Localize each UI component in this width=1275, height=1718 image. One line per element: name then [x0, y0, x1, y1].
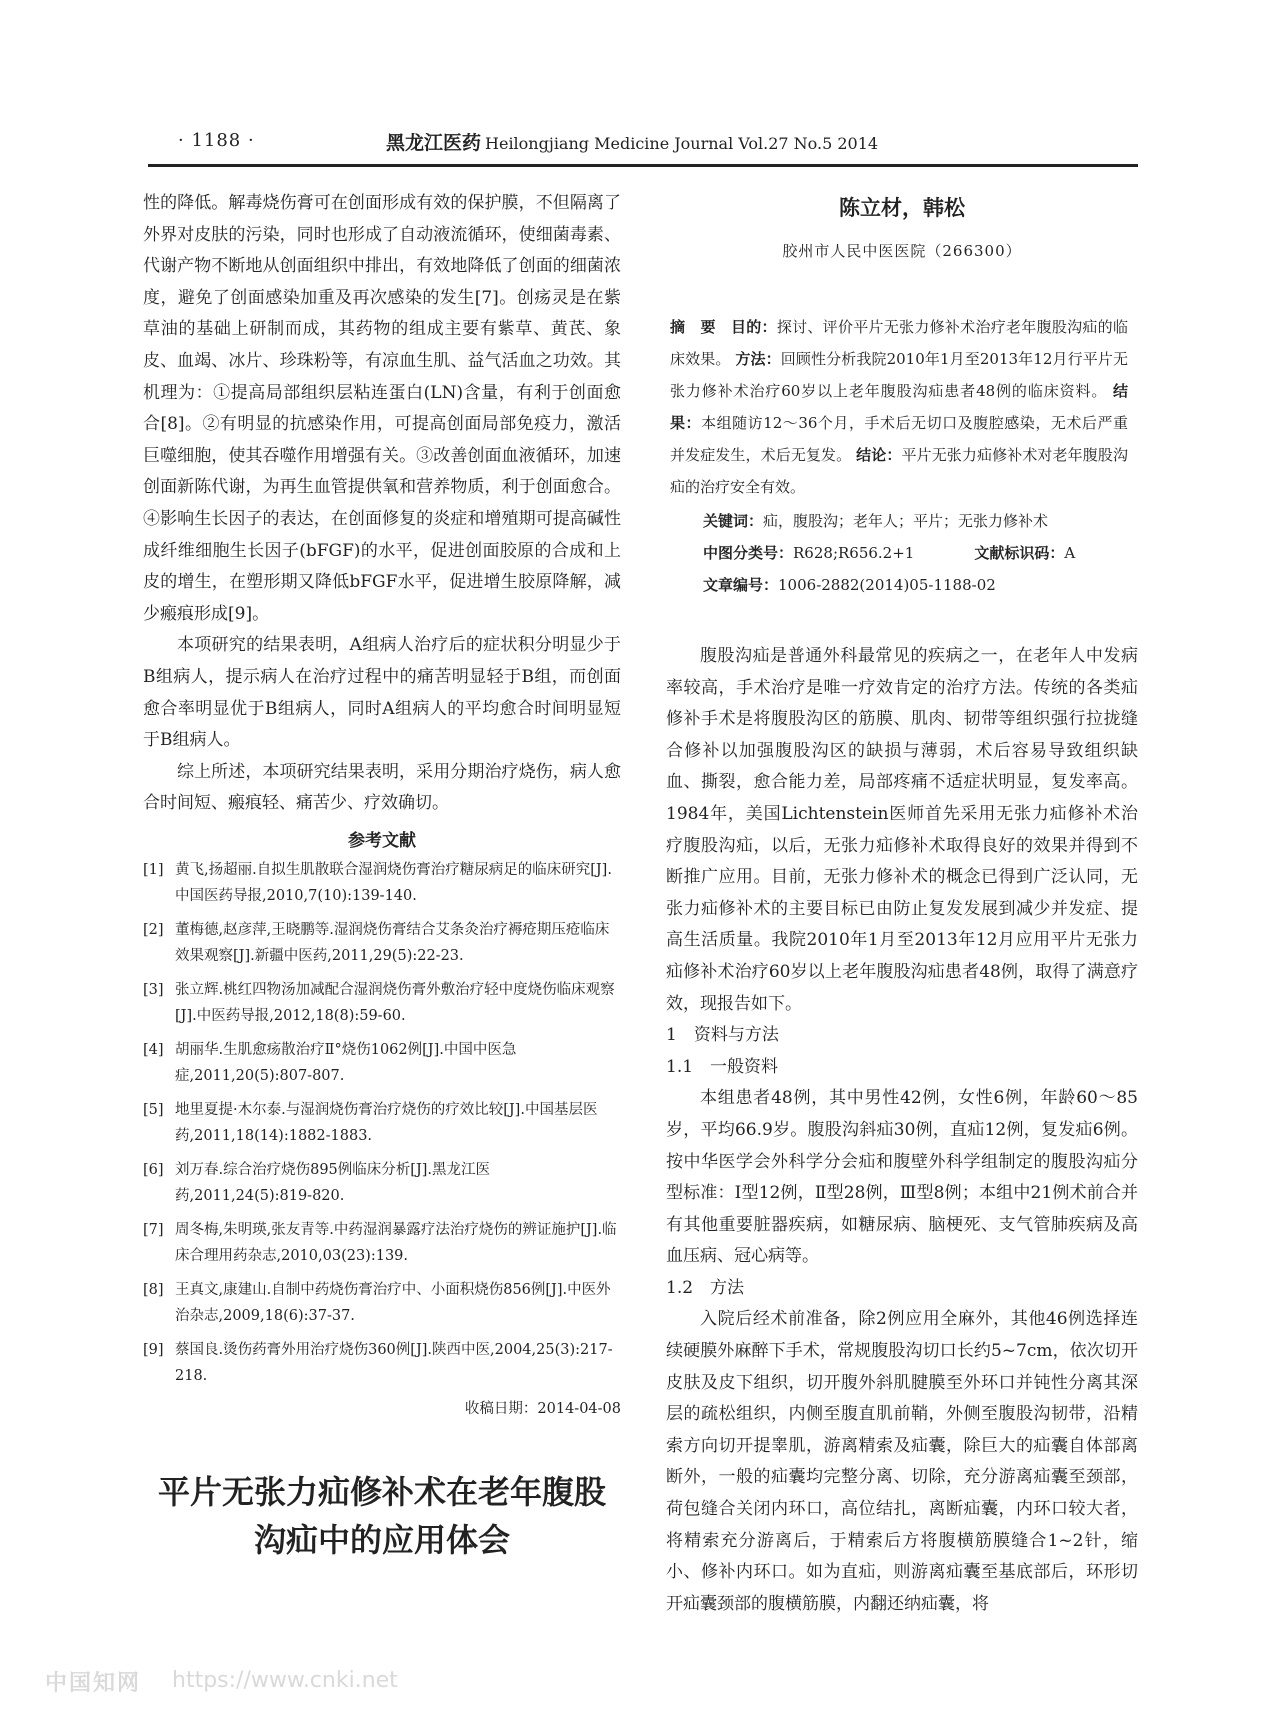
- reference-item: [143, 1277, 621, 1329]
- paragraph: 综上所述，本项研究结果表明，采用分期治疗烧伤，病人愈合时间短、瘢痕轻、痛苦少、疗效确切。: [143, 761, 621, 814]
- conclusion-text: 平片无张力疝修补术对老年腹股沟疝的治疗安全有效。: [670, 446, 1128, 496]
- page-number: · 1188 ·: [178, 130, 255, 151]
- methods-text: 回顾性分析我院2010年1月至2013年12月行平片无张力修补术治疗60岁以上老年腹股沟疝患者48例的临床资料。: [670, 350, 1128, 400]
- keywords-text: 疝，腹股沟；老年人；平片；无张力修补术: [763, 512, 1049, 530]
- journal-name-cn: 黑龙江医药: [386, 132, 482, 154]
- reference-list: [143, 857, 621, 1389]
- conclusion-label: 结论：: [856, 446, 902, 464]
- reference-text: 王真文,康建山.自制中药烧伤膏治疗中、小面积烧伤856例[J].中医外治杂志,2009,18(6):37-37.: [175, 1281, 611, 1324]
- right-column: [666, 188, 1138, 1620]
- reference-text: 黄飞,扬超丽.自拟生肌散联合湿润烧伤膏治疗糖尿病足的临床研究[J].中国医药导报,2010,7(10):139-140.: [175, 861, 612, 904]
- running-header: [148, 130, 1138, 164]
- reference-number: [2]: [143, 921, 164, 938]
- reference-number: [6]: [143, 1161, 164, 1178]
- journal-name-en: Heilongjiang Medicine Journal Vol.27 No.5 2014: [485, 134, 879, 153]
- doc-code-value: A: [1064, 544, 1076, 562]
- intro-paragraph: 腹股沟疝是普通外科最常见的疾病之一，在老年人中发病率较高，手术治疗是唯一疗效肯定的治疗方法。传统的各类疝修补手术是将腹股沟区的筋膜、肌肉、韧带等组织强行拉拢缝合修补以加强腹股沟区的缺损与薄弱，术后容易导致组织缺血、撕裂，愈合能力差，局部疼痛不适症状明显，复发率高。1984年，美国Lichtenstein医师首先采用无张力疝修补术治疗腹股沟疝，以后，无张力疝修补术取得良好的效果并得到不断推广应用。目前，无张力修补术的概念已得到广泛认同，无张力疝修补术的主要目标已由防止复发发展到减少并发症、提高生活质量。我院2010年1月至2013年12月应用平片无张力疝修补术治疗60岁以上老年腹股沟疝患者48例，取得了满意疗效，现报告如下。: [666, 646, 1138, 1014]
- classification-line: [703, 537, 1138, 569]
- header-rule: [148, 164, 1138, 167]
- reference-text: 刘万春.综合治疗烧伤895例临床分析[J].黑龙江医药,2011,24(5):819-820.: [175, 1161, 491, 1204]
- methods-label: 方法：: [735, 350, 781, 368]
- reference-item: [143, 1157, 621, 1209]
- reference-text: 胡丽华.生肌愈疡散治疗Ⅱ°烧伤1062例[J].中国中医急症,2011,20(5):807-807.: [175, 1041, 517, 1084]
- left-column: [143, 188, 621, 1418]
- reference-item: [143, 977, 621, 1029]
- article-title: 平片无张力疝修补术在老年腹股沟疝中的应用体会: [157, 1473, 606, 1559]
- references-title: 参考文献: [348, 830, 416, 851]
- abstract: [666, 311, 1138, 503]
- objective-label: 目的：: [730, 318, 777, 336]
- paragraph: 本组患者48例，其中男性42例，女性6例，年龄60～85岁，平均66.9岁。腹股沟斜疝30例，直疝12例，复发疝6例。按中华医学会外科学分会疝和腹壁外科学组制定的腹股沟疝分型标准：Ⅰ型12例，Ⅱ型28例，Ⅲ型8例；本组中21例术前合并有其他重要脏器疾病，如糖尿病、脑梗死、支气管肺疾病及高血压病、冠心病等。: [666, 1088, 1138, 1267]
- subsection-heading: 1.2 方法: [666, 1277, 745, 1298]
- clc-value: R628;R656.2+1: [793, 544, 915, 562]
- reference-text: 蔡国良.烫伤药膏外用治疗烧伤360例[J].陕西中医,2004,25(3):217-218.: [175, 1341, 613, 1384]
- journal-name: [386, 128, 878, 155]
- keywords-line: [703, 505, 1138, 537]
- article-number-line: [703, 569, 1138, 601]
- clc-label: 中图分类号：: [703, 544, 794, 562]
- reference-item: [143, 857, 621, 909]
- cnki-url[interactable]: https://www.cnki.net: [172, 1668, 398, 1693]
- abstract-label: 摘 要: [670, 318, 716, 336]
- keywords-label: 关键词：: [703, 512, 764, 530]
- results-label: 结果：: [670, 382, 1128, 432]
- subsection-heading: 1.1 一般资料: [666, 1056, 779, 1077]
- section-heading: 1 资料与方法: [666, 1025, 779, 1046]
- article-number-label: 文章编号：: [703, 576, 779, 594]
- reference-number: [1]: [143, 861, 164, 878]
- results-text: 本组随访12～36个月，手术后无切口及腹腔感染，无术后严重并发症发生，术后无复发。: [670, 414, 1128, 464]
- article-metadata: [666, 505, 1138, 601]
- reference-item: [143, 1097, 621, 1149]
- objective-text: 探讨、评价平片无张力修补术治疗老年腹股沟疝的临床效果。: [670, 318, 1128, 368]
- article-affiliation: 胶州市人民中医医院（266300）: [782, 242, 1022, 260]
- paragraph: 入院后经术前准备，除2例应用全麻外，其他46例选择连续硬膜外麻醉下手术，常规腹股沟切口长约5~7cm，依次切开皮肤及皮下组织，切开腹外斜肌腱膜至外环口并钝性分离其深层的疏松组织，内侧至腹直肌前鞘，外侧至腹股沟韧带，沿精索方向切开提睾肌，游离精索及疝囊，除巨大的疝囊自体部离断外，一般的疝囊均完整分离、切除，充分游离疝囊至颈部，荷包缝合关闭内环口，高位结扎，离断疝囊，内环口较大者，将精索充分游离后，于精索后方将腹横筋膜缝合1~2针，缩小、修补内环口。如为直疝，则游离疝囊至基底部后，环形切开疝囊颈部的腹横筋膜，内翻还纳疝囊，将: [666, 1309, 1138, 1614]
- reference-text: 张立辉.桃红四物汤加减配合湿润烧伤膏外敷治疗轻中度烧伤临床观察[J].中医药导报,2012,18(8):59-60.: [175, 981, 615, 1024]
- received-date: 收稿日期：2014-04-08: [464, 1400, 621, 1417]
- reference-number: [4]: [143, 1041, 164, 1058]
- reference-number: [7]: [143, 1221, 164, 1238]
- reference-text: 周冬梅,朱明瑛,张友青等.中药湿润暴露疗法治疗烧伤的辨证施护[J].临床合理用药杂志,2010,03(23):139.: [175, 1221, 617, 1264]
- cnki-logo: 中国知网: [45, 1671, 142, 1696]
- reference-item: [143, 1037, 621, 1089]
- reference-item: [143, 1337, 621, 1389]
- reference-item: [143, 917, 621, 969]
- article-number-value: 1006-2882(2014)05-1188-02: [778, 576, 996, 594]
- reference-number: [5]: [143, 1101, 164, 1118]
- article-authors: 陈立材，韩松: [839, 196, 965, 220]
- reference-text: 董梅德,赵彦萍,王晓鹏等.湿润烧伤膏结合艾条灸治疗褥疮期压疮临床效果观察[J].新疆中医药,2011,29(5):22-23.: [175, 921, 610, 964]
- reference-text: 地里夏提·木尔泰.与湿润烧伤膏治疗烧伤的疗效比较[J].中国基层医药,2011,18(14):1882-1883.: [175, 1101, 598, 1144]
- paragraph: 性的降低。解毒烧伤膏可在创面形成有效的保护膜，不但隔离了外界对皮肤的污染，同时也形成了自动液流循环，使细菌毒素、代谢产物不断地从创面组织中排出，有效地降低了创面的细菌浓度，避免了创面感染加重及再次感染的发生[7]。创疡灵是在紫草油的基础上研制而成，其药物的组成主要有紫草、黄芪、象皮、血竭、冰片、珍珠粉等，有凉血生肌、益气活血之功效。其机理为：①提高局部组织层粘连蛋白(LN)含量，有利于创面愈合[8]。②有明显的抗感染作用，可提高创面局部免疫力，激活巨噬细胞，使其吞噬作用增强有关。③改善创面血液循环，加速创面新陈代谢，为再生血管提供氧和营养物质，利于创面愈合。④影响生长因子的表达，在创面修复的炎症和增殖期可提高碱性成纤维细胞生长因子(bFGF)的水平，促进创面胶原的合成和上皮的增生，在塑形期又降低bFGF水平，促进增生胶原降解，减少瘢痕形成[9]。: [143, 193, 621, 624]
- reference-number: [8]: [143, 1281, 164, 1298]
- doc-code-label: 文献标识码：: [974, 544, 1065, 562]
- paragraph: 本项研究的结果表明，A组病人治疗后的症状积分明显少于B组病人，提示病人在治疗过程中的痛苦明显轻于B组，而创面愈合率明显优于B组病人，同时A组病人的平均愈合时间明显短于B组病人。: [143, 635, 621, 751]
- reference-item: [143, 1217, 621, 1269]
- reference-number: [9]: [143, 1341, 164, 1358]
- reference-number: [3]: [143, 981, 164, 998]
